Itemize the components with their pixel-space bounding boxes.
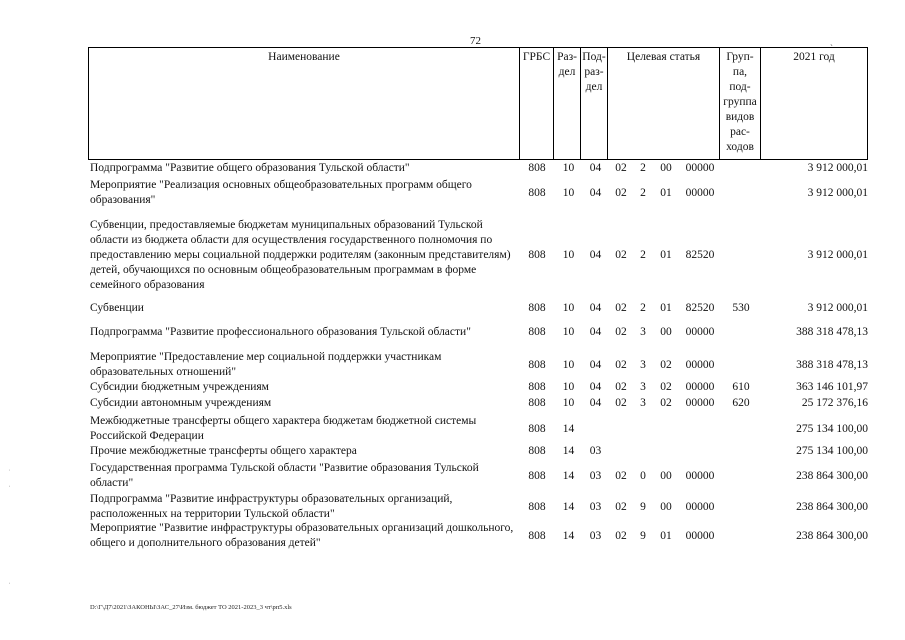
row-grbs: 808 (528, 500, 546, 513)
row-grbs: 808 (528, 397, 546, 409)
row-cs3: 02 (660, 381, 672, 393)
row-cs1: 02 (615, 162, 627, 174)
row-cs3: 01 (660, 302, 672, 314)
row-cs2: 2 (640, 249, 646, 261)
row-grbs: 808 (528, 381, 546, 393)
row-grbs: 808 (528, 422, 546, 435)
row-pr: 04 (589, 162, 602, 174)
table-row (90, 492, 870, 522)
table-row (90, 178, 870, 208)
row-amount: 275 134 100,00 (796, 445, 868, 457)
row-grbs: 808 (528, 469, 546, 482)
table-row (90, 380, 870, 395)
row-name: Межбюджетные трансферты общего характера бюджетам бюджетной системы Российской Федерации (90, 415, 477, 442)
row-pr: 04 (589, 326, 602, 338)
row-cs2: 9 (640, 529, 646, 542)
row-cs3: 00 (660, 326, 672, 338)
table-row (90, 521, 870, 551)
row-rz: 10 (562, 302, 575, 314)
row-cs3: 01 (660, 186, 672, 199)
table-row (90, 301, 870, 316)
row-amount: 238 864 300,00 (796, 500, 868, 513)
row-cs4: 82520 (685, 302, 715, 314)
table-row (90, 414, 870, 444)
row-name: Подпрограмма "Развитие общего образования Тульской области" (90, 162, 410, 174)
row-grbs: 808 (528, 162, 546, 174)
header-name (88, 47, 520, 160)
header-year (760, 47, 868, 160)
row-cs2: 3 (640, 358, 646, 371)
row-name: Субвенции (90, 302, 144, 314)
row-name: Прочие межбюджетные трансферты общего характера (90, 445, 357, 457)
table-row (90, 218, 870, 293)
row-pr: 04 (589, 302, 602, 314)
table-row (90, 396, 870, 411)
row-vr: 610 (732, 381, 750, 393)
row-rz: 10 (562, 162, 575, 174)
row-rz: 14 (562, 529, 575, 542)
header-year-label: 2021 год (793, 51, 835, 63)
header-celevaya-label: Целевая статья (626, 51, 701, 63)
row-cs1: 02 (615, 302, 627, 314)
row-amount: 275 134 100,00 (796, 422, 868, 435)
row-amount: 388 318 478,13 (796, 358, 868, 371)
row-name: Мероприятие "Реализация основных общеобразовательных программ общего образования" (90, 179, 472, 206)
row-cs4: 00000 (685, 529, 715, 542)
header-podrazdel-line: Под- (582, 51, 606, 63)
row-vr: 530 (732, 302, 750, 314)
row-rz: 14 (562, 469, 575, 482)
row-name: Мероприятие "Предоставление мер социальной поддержки участникам образовательных отношений" (90, 351, 442, 378)
scan-mark: ˏ (830, 36, 833, 46)
row-cs4: 00000 (685, 500, 715, 513)
row-cs1: 02 (615, 500, 627, 513)
scan-artifact: ˌ (8, 575, 11, 584)
file-path: D:\Г\Д7\2021\ЗАКОНЫ\ЗАС_27\Изм. бюджет ТО 2021-2023_3 чт\рп5.xls (90, 604, 292, 611)
row-amount: 3 912 000,01 (807, 162, 868, 174)
header-grbs (519, 47, 554, 160)
row-grbs: 808 (528, 186, 546, 199)
header-gruppa-line: под- (729, 81, 751, 93)
row-cs2: 2 (640, 302, 646, 314)
table-row (90, 325, 870, 340)
header-grbs-label: ГРБС (522, 51, 551, 63)
row-grbs: 808 (528, 302, 546, 314)
row-cs4: 00000 (685, 358, 715, 371)
row-rz: 14 (562, 500, 575, 513)
table-row (90, 350, 870, 380)
row-rz: 14 (562, 445, 575, 457)
row-cs1: 02 (615, 469, 627, 482)
row-cs1: 02 (615, 529, 627, 542)
row-name: Субсидии автономным учреждениям (90, 397, 272, 409)
row-cs1: 02 (615, 186, 627, 199)
row-cs3: 02 (660, 397, 672, 409)
row-cs4: 82520 (685, 249, 715, 261)
header-razdel (553, 47, 581, 160)
row-cs3: 01 (660, 529, 672, 542)
row-pr: 03 (589, 469, 602, 482)
row-cs1: 02 (615, 249, 627, 261)
row-name: Подпрограмма "Развитие профессионального образования Тульской области" (90, 326, 471, 338)
page-number: 72 (470, 35, 481, 47)
table-row (90, 444, 870, 459)
row-pr: 03 (589, 500, 602, 513)
row-grbs: 808 (528, 445, 546, 457)
row-rz: 14 (562, 422, 575, 435)
row-grbs: 808 (528, 249, 546, 261)
row-name: Субвенции, предоставляемые бюджетам муниципальных образований Тульской области из бюджета области для осуществления государственного полномочия по предоставлению меры социальной поддержки родителям (законным представителям) детей, обучающихся по основным общеобразовательным программам в форме семейного образования (90, 219, 511, 291)
row-rz: 10 (562, 249, 575, 261)
header-podrazdel-line: раз- (584, 66, 604, 78)
header-podrazdel-line: дел (585, 81, 603, 93)
header-podrazdel (580, 47, 608, 160)
row-amount: 363 146 101,97 (796, 381, 868, 393)
row-pr: 03 (589, 445, 602, 457)
row-cs4: 00000 (685, 397, 715, 409)
row-vr: 620 (732, 397, 750, 409)
row-amount: 3 912 000,01 (807, 186, 868, 199)
row-pr: 04 (589, 249, 602, 261)
row-name: Мероприятие "Развитие инфраструктуры образовательных организаций дошкольного, общего и дополнительного образования детей" (90, 522, 514, 549)
header-gruppa-line: группа (723, 96, 757, 108)
row-cs2: 0 (640, 469, 646, 482)
row-grbs: 808 (528, 358, 546, 371)
row-grbs: 808 (528, 529, 546, 542)
row-cs1: 02 (615, 397, 627, 409)
header-gruppa-line: видов (725, 111, 755, 123)
row-amount: 238 864 300,00 (796, 529, 868, 542)
row-cs4: 00000 (685, 162, 715, 174)
row-cs1: 02 (615, 358, 627, 371)
row-amount: 388 318 478,13 (796, 326, 868, 338)
row-pr: 04 (589, 358, 602, 371)
row-cs2: 9 (640, 500, 646, 513)
row-name: Субсидии бюджетным учреждениям (90, 381, 269, 393)
row-name: Государственная программа Тульской области "Развитие образования Тульской области" (90, 462, 479, 489)
row-rz: 10 (562, 381, 575, 393)
row-pr: 03 (589, 529, 602, 542)
row-rz: 10 (562, 186, 575, 199)
header-gruppa-line: Груп- (726, 51, 754, 63)
row-amount: 25 172 376,16 (801, 397, 868, 409)
row-grbs: 808 (528, 326, 546, 338)
row-cs2: 2 (640, 186, 646, 199)
row-cs4: 00000 (685, 381, 715, 393)
row-rz: 10 (562, 397, 575, 409)
row-cs1: 02 (615, 381, 627, 393)
row-amount: 238 864 300,00 (796, 469, 868, 482)
table-row (90, 161, 870, 176)
row-pr: 04 (589, 397, 602, 409)
header-gruppa-line: па, (732, 66, 748, 78)
header-name-label: Наименование (268, 51, 340, 63)
row-cs4: 00000 (685, 186, 715, 199)
row-pr: 04 (589, 381, 602, 393)
row-cs3: 00 (660, 162, 672, 174)
scan-artifact: ˌ (8, 478, 11, 487)
row-rz: 10 (562, 358, 575, 371)
row-amount: 3 912 000,01 (807, 302, 868, 314)
row-pr: 04 (589, 186, 602, 199)
header-razdel-line: Раз- (557, 51, 577, 63)
row-cs1: 02 (615, 326, 627, 338)
row-name: Подпрограмма "Развитие инфраструктуры образовательных организаций, расположенных на территории Тульской области" (90, 493, 453, 520)
row-rz: 10 (562, 326, 575, 338)
row-cs3: 02 (660, 358, 672, 371)
row-cs4: 00000 (685, 469, 715, 482)
row-cs2: 2 (640, 162, 646, 174)
row-cs3: 00 (660, 500, 672, 513)
header-gruppa (719, 47, 761, 160)
row-cs4: 00000 (685, 326, 715, 338)
row-cs2: 3 (640, 381, 646, 393)
row-cs2: 3 (640, 397, 646, 409)
header-gruppa-line: ходов (726, 141, 754, 153)
header-gruppa-line: рас- (730, 126, 750, 138)
header-celevaya (607, 47, 720, 160)
row-cs2: 3 (640, 326, 646, 338)
row-amount: 3 912 000,01 (807, 249, 868, 261)
row-cs3: 01 (660, 249, 672, 261)
header-razdel-line: дел (558, 66, 576, 78)
table-row (90, 461, 870, 491)
row-cs3: 00 (660, 469, 672, 482)
scan-artifact: ˙ (8, 468, 11, 477)
